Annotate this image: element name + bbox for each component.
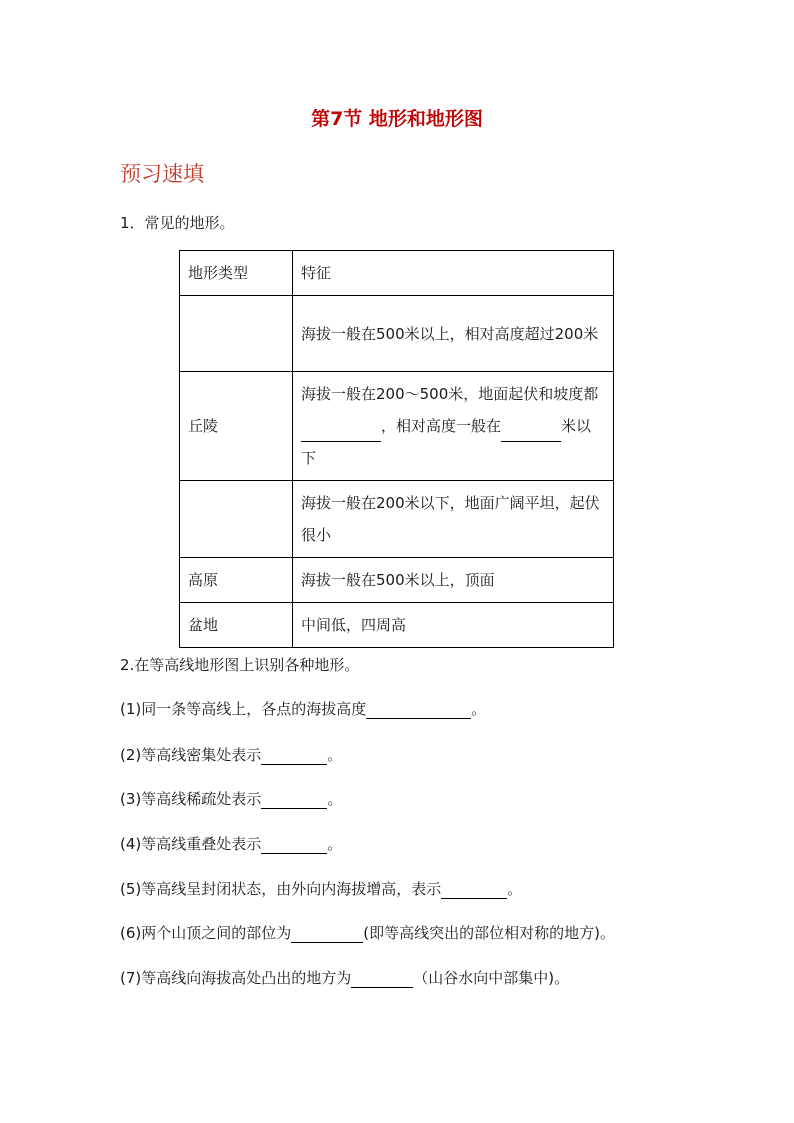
feature-text: 海拔一般在500米以上，顶面 <box>301 571 495 589</box>
item-text: (3)等高线稀疏处表示 <box>120 790 262 808</box>
fill-blank[interactable] <box>301 421 381 442</box>
question-2-label: 2.在等高线地形图上识别各种地形。 <box>120 656 360 674</box>
section-heading: 预习速填 <box>120 162 204 186</box>
feature-text: 米以下 <box>301 417 592 467</box>
fill-blank[interactable] <box>291 922 363 943</box>
item-text: (2)等高线密集处表示 <box>120 746 262 764</box>
item-text: 。 <box>327 790 343 808</box>
item-text: (即等高线突出的部位相对称的地方)。 <box>363 924 615 942</box>
terrain-type-cell: 盆地 <box>180 603 293 648</box>
item-text: (6)两个山顶之间的部位为 <box>120 924 292 942</box>
question-2-item-1 <box>120 698 486 719</box>
question-2-item-7 <box>120 967 569 988</box>
fill-blank[interactable] <box>261 833 327 854</box>
fill-blank[interactable] <box>351 967 413 988</box>
feature-cell <box>293 372 614 481</box>
question-2-item-6 <box>120 922 615 943</box>
terrain-type-cell: 高原 <box>180 558 293 603</box>
header-feature: 特征 <box>293 251 614 296</box>
fill-blank[interactable] <box>261 788 327 809</box>
item-text: 。 <box>327 746 343 764</box>
item-text: （山谷水向中部集中)。 <box>413 969 570 987</box>
fill-blank[interactable] <box>261 744 327 765</box>
feature-text: 海拔一般在200～500米，地面起伏和坡度都 <box>301 385 599 403</box>
fill-blank[interactable] <box>441 878 507 899</box>
page-title: 第7节 地形和地形图 <box>311 108 483 130</box>
table-row <box>180 603 614 648</box>
question-1-label: 1．常见的地形。 <box>120 214 235 232</box>
table-header-row <box>180 251 614 296</box>
feature-text: ，相对高度一般在 <box>381 417 502 435</box>
item-text: (7)等高线向海拔高处凸出的地方为 <box>120 969 352 987</box>
question-2-item-4 <box>120 833 342 854</box>
item-text: (5)等高线呈封闭状态，由外向内海拔增高，表示 <box>120 880 442 898</box>
feature-cell <box>293 296 614 372</box>
feature-text: 海拔一般在500米以上，相对高度超过200米 <box>301 324 599 343</box>
item-text: (1)同一条等高线上，各点的海拔高度 <box>120 700 367 718</box>
table-row <box>180 558 614 603</box>
table-row <box>180 481 614 558</box>
question-2-item-5 <box>120 878 522 899</box>
item-text: (4)等高线重叠处表示 <box>120 835 262 853</box>
feature-cell <box>293 481 614 558</box>
feature-cell <box>293 603 614 648</box>
question-2-item-2 <box>120 744 342 765</box>
terrain-type-cell[interactable] <box>180 296 293 372</box>
item-text: 。 <box>507 880 523 898</box>
feature-cell <box>293 558 614 603</box>
table-row <box>180 296 614 372</box>
feature-text: 中间低，四周高 <box>301 616 407 634</box>
table-row <box>180 372 614 481</box>
fill-blank[interactable] <box>366 698 471 719</box>
question-2-item-3 <box>120 788 342 809</box>
terrain-type-cell: 丘陵 <box>180 372 293 481</box>
terrain-type-cell[interactable] <box>180 481 293 558</box>
header-terrain-type: 地形类型 <box>180 251 293 296</box>
item-text: 。 <box>327 835 343 853</box>
fill-blank[interactable] <box>501 421 561 442</box>
terrain-table <box>179 250 614 648</box>
feature-text: 海拔一般在200米以下，地面广阔平坦，起伏很小 <box>301 494 600 544</box>
item-text: 。 <box>471 700 487 718</box>
